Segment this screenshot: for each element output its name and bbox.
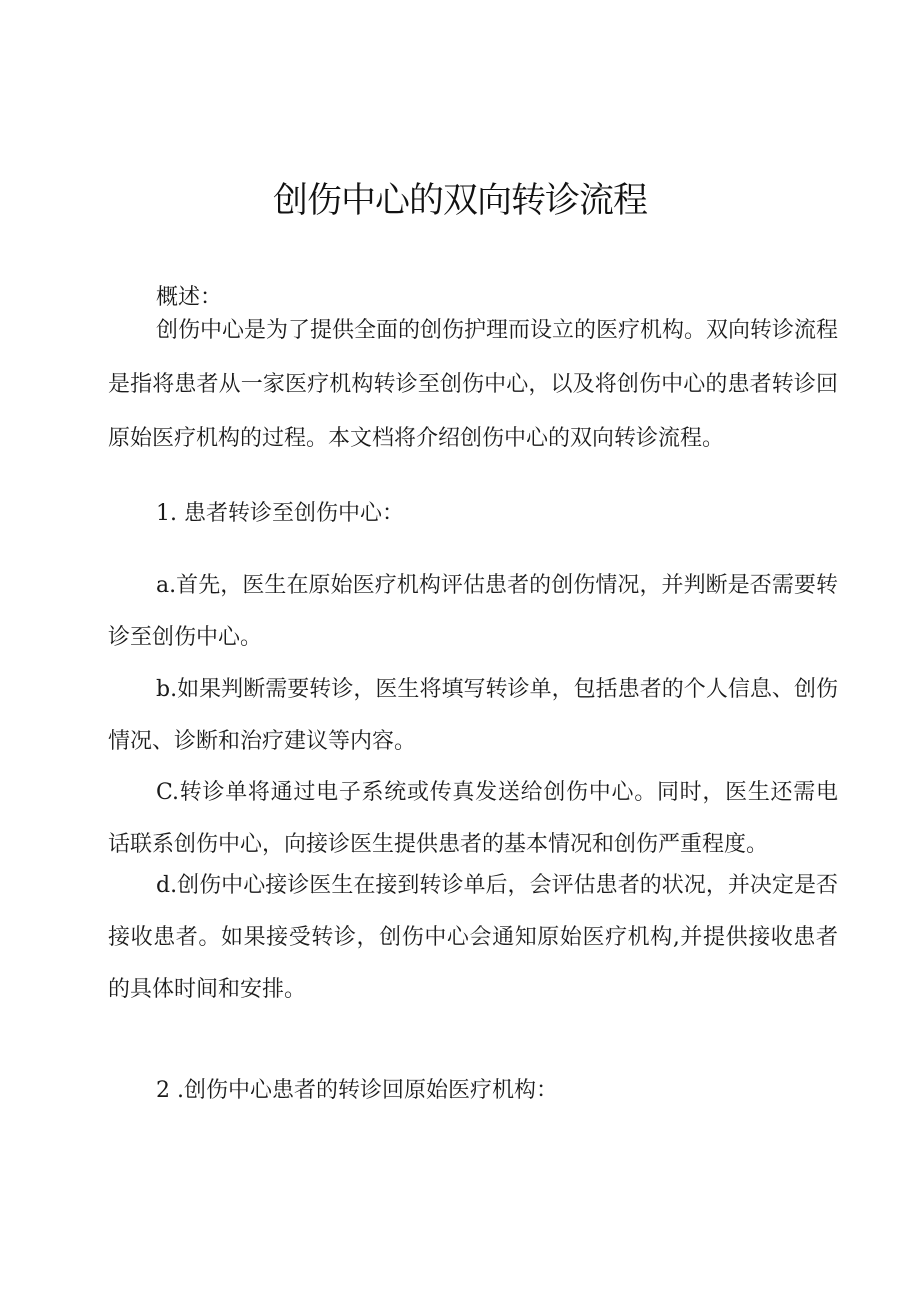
section-1-item-b: b.如果判断需要转诊，医生将填写转诊单，包括患者的个人信息、创伤情况、诊断和治疗建议等内容。 [108,677,838,754]
overview-paragraph: 创伤中心是为了提供全面的创伤护理而设立的医疗机构。双向转诊流程是指将患者从一家医疗机构转诊至创伤中心，以及将创伤中心的患者转诊回原始医疗机构的过程。本文档将介绍创伤中心的双向转诊流程。 [108,318,839,451]
section-2-heading: 2 .创伤中心患者的转诊回原始医疗机构： [156,1078,558,1103]
section-1-item-c: C.转诊单将通过电子系统或传真发送给创伤中心。同时，医生还需电话联系创伤中心，向接诊医生提供患者的基本情况和创伤严重程度。 [108,780,838,857]
section-1-item-d: d.创伤中心接诊医生在接到转诊单后，会评估患者的状况，并决定是否接收患者。如果接受转诊，创伤中心会通知原始医疗机构,并提供接收患者的具体时间和安排。 [108,873,838,1002]
document-title: 创伤中心的双向转诊流程 [272,181,647,221]
section-1-item-a: a.首先，医生在原始医疗机构评估患者的创伤情况，并判断是否需要转诊至创伤中心。 [108,573,838,650]
overview-label: 概述： [156,285,223,310]
section-1-heading: 1. 患者转诊至创伤中心： [156,501,404,526]
